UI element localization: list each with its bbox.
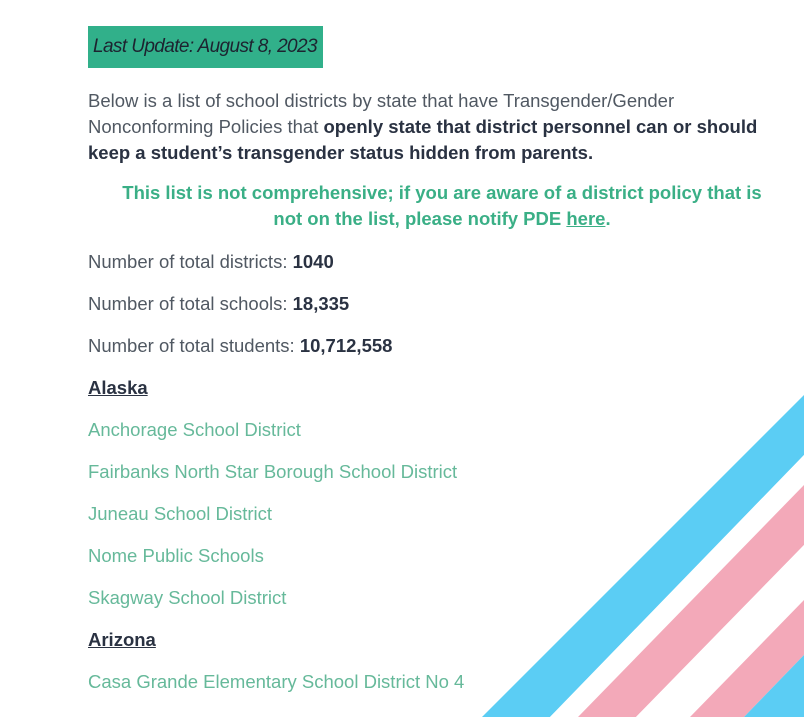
stat-value: 18,335 xyxy=(292,293,350,314)
state-heading-alaska: Alaska xyxy=(88,377,148,398)
stat-total-districts xyxy=(88,249,778,275)
district-link-casa-grande[interactable]: Casa Grande Elementary School District No 4 xyxy=(88,671,465,692)
district-link-nome[interactable]: Nome Public Schools xyxy=(88,545,264,566)
stat-total-schools xyxy=(88,291,778,317)
intro-paragraph xyxy=(88,88,778,166)
district-link-juneau[interactable]: Juneau School District xyxy=(88,503,273,524)
stat-total-students xyxy=(88,333,778,359)
intro-emphasis: openly state that district personnel can or should keep a student’s transgender status hidden from parents. xyxy=(88,116,758,163)
intro-lead: Below is a list of school districts by state that have Transgender/Gender Nonconforming Policies that xyxy=(88,90,675,137)
stat-label: Number of total districts: xyxy=(88,251,293,272)
stat-label: Number of total schools: xyxy=(88,293,293,314)
stat-label: Number of total students: xyxy=(88,335,300,356)
stat-value: 1040 xyxy=(292,251,334,272)
district-link-anchorage[interactable]: Anchorage School District xyxy=(88,419,301,440)
notice-end: . xyxy=(605,208,611,229)
notify-pde-link[interactable]: here xyxy=(566,208,606,229)
state-heading-arizona: Arizona xyxy=(88,629,156,650)
notice-text: This list is not comprehensive; if you are aware of a district policy that is not on the list, please notify PDE xyxy=(122,182,762,229)
stat-value: 10,712,558 xyxy=(299,335,393,356)
district-link-fairbanks[interactable]: Fairbanks North Star Borough School District xyxy=(88,461,458,482)
district-link-skagway[interactable]: Skagway School District xyxy=(88,587,287,608)
last-update-badge: Last Update: August 8, 2023 xyxy=(88,26,323,68)
policy-list-article xyxy=(88,26,778,695)
not-comprehensive-notice xyxy=(88,180,778,232)
